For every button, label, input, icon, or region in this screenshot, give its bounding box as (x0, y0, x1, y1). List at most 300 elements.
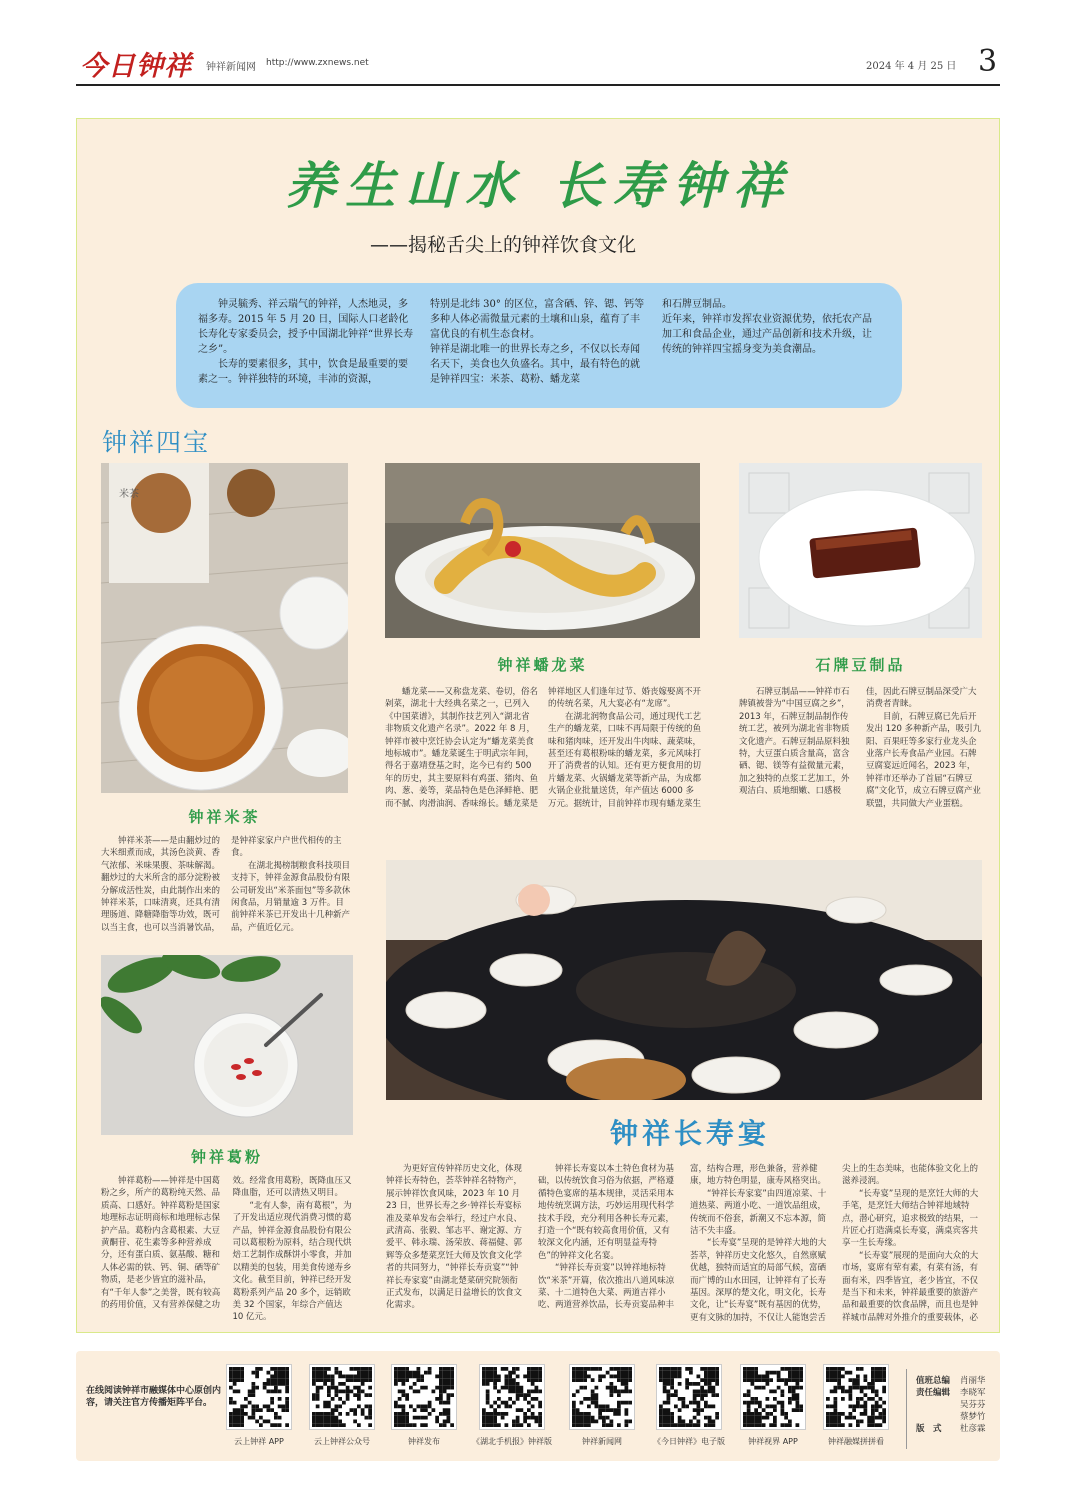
qr-module (849, 1412, 853, 1416)
qr-module (621, 1401, 625, 1405)
qr-module (508, 1390, 512, 1394)
qr-module (595, 1420, 599, 1424)
qr-module (682, 1397, 686, 1401)
qr-module (852, 1382, 856, 1386)
qr-module (527, 1390, 531, 1394)
qr-module (715, 1367, 719, 1371)
qr-module (327, 1405, 331, 1409)
ge-fen-text (101, 1175, 354, 1325)
qr-module (357, 1375, 361, 1379)
qr-module (693, 1416, 697, 1420)
qr-module (402, 1367, 406, 1371)
qr-module (240, 1371, 244, 1375)
qr-module (572, 1420, 576, 1424)
qr-module (368, 1412, 372, 1416)
footer-note: 在线阅读钟祥市融媒体中心原创内容，请关注官方传播矩阵平台。 (86, 1386, 222, 1408)
qr-module (754, 1420, 758, 1424)
qr-module (405, 1375, 409, 1379)
qr-module (493, 1367, 497, 1371)
qr-module (240, 1378, 244, 1382)
qr-module (278, 1405, 282, 1409)
qr-module (766, 1371, 770, 1375)
qr-module (591, 1420, 595, 1424)
qr-module (841, 1423, 845, 1427)
qr-module (682, 1401, 686, 1405)
qr-module (417, 1390, 421, 1394)
qr-module (845, 1416, 849, 1420)
qr-module (405, 1371, 409, 1375)
qr-module (285, 1378, 289, 1382)
qr-module (580, 1420, 584, 1424)
qr-module (663, 1382, 667, 1386)
qr-module (237, 1423, 241, 1427)
qr-module (580, 1378, 584, 1382)
shi-pai-illustration (739, 463, 982, 638)
qr-module (450, 1375, 454, 1379)
qr-module (777, 1375, 781, 1379)
qr-module (357, 1393, 361, 1397)
qr-module (781, 1393, 785, 1397)
qr-module (576, 1375, 580, 1379)
qr-module (402, 1412, 406, 1416)
qr-module (229, 1367, 233, 1371)
qr-module (394, 1412, 398, 1416)
qr-module (482, 1423, 486, 1427)
qr-module (747, 1375, 751, 1379)
qr-module (285, 1405, 289, 1409)
qr-module (674, 1393, 678, 1397)
qr-module (663, 1367, 667, 1371)
qr-module (417, 1375, 421, 1379)
qr-module (758, 1416, 762, 1420)
qr-module (263, 1382, 267, 1386)
qr-module (743, 1367, 747, 1371)
qr-module (667, 1390, 671, 1394)
qr-module (361, 1378, 365, 1382)
qr-module (409, 1375, 413, 1379)
qr-module (621, 1378, 625, 1382)
qr-module (860, 1390, 864, 1394)
qr-module (285, 1382, 289, 1386)
intro-box (176, 283, 902, 408)
qr-module (700, 1378, 704, 1382)
qr-module (704, 1401, 708, 1405)
qr-module (860, 1405, 864, 1409)
qr-module (335, 1408, 339, 1412)
qr-module (659, 1367, 663, 1371)
qr-module (342, 1382, 346, 1386)
qr-module (610, 1390, 614, 1394)
qr-module (263, 1386, 267, 1390)
qr-module (240, 1375, 244, 1379)
qr-module (769, 1405, 773, 1409)
qr-module (849, 1371, 853, 1375)
qr-module (871, 1371, 875, 1375)
qr-module (285, 1401, 289, 1405)
qr-module (670, 1382, 674, 1386)
qr-module (667, 1412, 671, 1416)
qr-module (368, 1367, 372, 1371)
qr-module (712, 1378, 716, 1382)
qr-module (580, 1371, 584, 1375)
qr-module (357, 1367, 361, 1371)
qr-module (285, 1371, 289, 1375)
qr-module (424, 1423, 428, 1427)
qr-module (353, 1408, 357, 1412)
qr-module (625, 1386, 629, 1390)
qr-module (871, 1375, 875, 1379)
qr-module (576, 1378, 580, 1382)
qr-module (516, 1382, 520, 1386)
qr-module (689, 1401, 693, 1405)
qr-module (316, 1420, 320, 1424)
qr-module (591, 1367, 595, 1371)
qr-module (486, 1393, 490, 1397)
qr-module (871, 1397, 875, 1401)
qr-module (493, 1386, 497, 1390)
qr-module (834, 1416, 838, 1420)
qr-module (312, 1423, 316, 1427)
qr-module (316, 1423, 320, 1427)
qr-module (572, 1401, 576, 1405)
qr-module (678, 1416, 682, 1420)
qr-module (882, 1412, 886, 1416)
qr-module (523, 1397, 527, 1401)
qr-module (365, 1371, 369, 1375)
qr-module (667, 1401, 671, 1405)
qr-module (237, 1412, 241, 1416)
qr-module (678, 1397, 682, 1401)
qr-module (704, 1405, 708, 1409)
qr-module (663, 1420, 667, 1424)
qr-module (602, 1375, 606, 1379)
qr-module (316, 1378, 320, 1382)
qr-module (424, 1386, 428, 1390)
qr-module (617, 1423, 621, 1427)
staff-name: 吴芬芬 (960, 1400, 986, 1410)
qr-module (435, 1420, 439, 1424)
qr-module (867, 1420, 871, 1424)
qr-module (512, 1420, 516, 1424)
qr-module (285, 1397, 289, 1401)
qr-module (267, 1378, 271, 1382)
qr-module (237, 1420, 241, 1424)
intro-paragraph: 长寿的要素很多，其中，饮食是最重要的要素之一。钟祥独特的环境，丰沛的资源， (198, 359, 408, 385)
qr-module (667, 1378, 671, 1382)
qr-module (788, 1401, 792, 1405)
qr-module (394, 1382, 398, 1386)
qr-module (342, 1375, 346, 1379)
qr-module (240, 1423, 244, 1427)
qr-module (708, 1371, 712, 1375)
qr-module (237, 1367, 241, 1371)
qr-module (879, 1378, 883, 1382)
qr-module (773, 1390, 777, 1394)
qr-module (882, 1416, 886, 1420)
qr-module (233, 1423, 237, 1427)
qr-module (413, 1408, 417, 1412)
qr-module (621, 1367, 625, 1371)
qr-module (398, 1420, 402, 1424)
qr-module (693, 1401, 697, 1405)
qr-module (678, 1408, 682, 1412)
qr-module (278, 1382, 282, 1386)
qr-module (837, 1371, 841, 1375)
shi-pai-caption: 石牌豆制品 (815, 656, 906, 674)
qr-module (398, 1405, 402, 1409)
qr-module (443, 1386, 447, 1390)
staff-row (916, 1399, 1000, 1411)
qr-module (368, 1416, 372, 1420)
qr-module (493, 1416, 497, 1420)
qr-module (237, 1375, 241, 1379)
banquet-paragraph: “钟祥长寿家宴”由四道凉菜、十道热菜、两道小吃、一道饮品组成，传统而不俗套，新潮又不忘本源，简洁不失丰盛。 (690, 1188, 827, 1237)
qr-module (270, 1397, 274, 1401)
qr-module (712, 1405, 716, 1409)
qr-module (450, 1386, 454, 1390)
qr-module (482, 1378, 486, 1382)
qr-code[interactable] (569, 1364, 635, 1430)
pan-long-photo (385, 463, 700, 638)
qr-module (357, 1386, 361, 1390)
qr-module (875, 1390, 879, 1394)
qr-module (278, 1416, 282, 1420)
qr-module (595, 1401, 599, 1405)
qr-module (758, 1401, 762, 1405)
qr-code[interactable] (740, 1364, 806, 1430)
qr-module (338, 1371, 342, 1375)
qr-module (762, 1375, 766, 1379)
qr-module (512, 1390, 516, 1394)
qr-module (678, 1371, 682, 1375)
qr-module (361, 1412, 365, 1416)
qr-module (708, 1378, 712, 1382)
qr-code[interactable] (226, 1364, 292, 1430)
qr-module (346, 1386, 350, 1390)
staff-role: 责任编辑 (916, 1388, 951, 1398)
qr-module (331, 1375, 335, 1379)
qr-module (505, 1401, 509, 1405)
qr-module (754, 1416, 758, 1420)
qr-module (674, 1423, 678, 1427)
qr-module (587, 1412, 591, 1416)
qr-label: 钟祥新闻网 (582, 1437, 622, 1446)
qr-module (229, 1375, 233, 1379)
qr-module (244, 1412, 248, 1416)
qr-module (747, 1416, 751, 1420)
qr-module (860, 1367, 864, 1371)
qr-module (282, 1405, 286, 1409)
qr-module (576, 1390, 580, 1394)
qr-module (826, 1416, 830, 1420)
qr-module (361, 1382, 365, 1386)
qr-module (576, 1367, 580, 1371)
qr-module (871, 1367, 875, 1371)
qr-module (781, 1412, 785, 1416)
qr-module (879, 1423, 883, 1427)
qr-module (743, 1401, 747, 1405)
qr-module (417, 1405, 421, 1409)
qr-module (773, 1420, 777, 1424)
qr-module (747, 1401, 751, 1405)
qr-module (871, 1408, 875, 1412)
qr-module (447, 1412, 451, 1416)
qr-module (424, 1416, 428, 1420)
qr-module (697, 1401, 701, 1405)
intro-paragraph: 钟灵毓秀、祥云瑞气的钟祥，人杰地灵，多福多寿。2015 年 5 月 20 日，国际人口老龄化长寿化专家委员会，授予中国湖北钟祥“世界长寿之乡”。 (198, 299, 414, 355)
qr-module (830, 1390, 834, 1394)
qr-module (535, 1378, 539, 1382)
qr-module (323, 1423, 327, 1427)
qr-module (229, 1401, 233, 1405)
qr-module (316, 1416, 320, 1420)
qr-module (583, 1420, 587, 1424)
qr-module (610, 1408, 614, 1412)
qr-module (335, 1371, 339, 1375)
qr-module (237, 1416, 241, 1420)
qr-pattern (824, 1365, 888, 1429)
qr-module (320, 1375, 324, 1379)
qr-module (233, 1371, 237, 1375)
qr-module (270, 1423, 274, 1427)
qr-module (781, 1367, 785, 1371)
qr-module (613, 1375, 617, 1379)
qr-module (405, 1423, 409, 1427)
qr-module (712, 1371, 716, 1375)
qr-module (327, 1416, 331, 1420)
qr-module (237, 1371, 241, 1375)
qr-module (538, 1371, 542, 1375)
qr-code[interactable] (391, 1364, 457, 1430)
qr-module (758, 1423, 762, 1427)
qr-module (617, 1393, 621, 1397)
qr-code[interactable] (309, 1364, 375, 1430)
qr-module (368, 1386, 372, 1390)
qr-code[interactable] (656, 1364, 722, 1430)
qr-module (708, 1382, 712, 1386)
qr-module (508, 1375, 512, 1379)
qr-module (693, 1390, 697, 1394)
qr-module (316, 1371, 320, 1375)
qr-module (747, 1412, 751, 1416)
qr-module (270, 1378, 274, 1382)
qr-module (670, 1375, 674, 1379)
qr-module (312, 1378, 316, 1382)
qr-module (834, 1412, 838, 1416)
staff-row (916, 1375, 1000, 1387)
qr-module (346, 1397, 350, 1401)
qr-module (667, 1416, 671, 1420)
qr-module (595, 1405, 599, 1409)
qr-module (229, 1412, 233, 1416)
qr-module (781, 1390, 785, 1394)
qr-module (670, 1386, 674, 1390)
qr-module (424, 1371, 428, 1375)
qr-module (320, 1416, 324, 1420)
qr-module (602, 1416, 606, 1420)
qr-module (490, 1405, 494, 1409)
qr-module (331, 1386, 335, 1390)
qr-module (439, 1393, 443, 1397)
qr-module (520, 1386, 524, 1390)
qr-module (663, 1386, 667, 1390)
qr-module (792, 1397, 796, 1401)
qr-module (516, 1393, 520, 1397)
qr-module (849, 1390, 853, 1394)
qr-module (674, 1405, 678, 1409)
qr-module (625, 1371, 629, 1375)
qr-module (331, 1412, 335, 1416)
qr-module (331, 1423, 335, 1427)
qr-module (747, 1405, 751, 1409)
qr-module (346, 1412, 350, 1416)
qr-module (255, 1386, 259, 1390)
qr-module (320, 1371, 324, 1375)
qr-module (490, 1378, 494, 1382)
qr-module (708, 1375, 712, 1379)
qr-module (659, 1405, 663, 1409)
qr-module (882, 1401, 886, 1405)
qr-module (244, 1397, 248, 1401)
qr-module (796, 1423, 800, 1427)
qr-module (508, 1405, 512, 1409)
qr-module (670, 1423, 674, 1427)
qr-module (353, 1375, 357, 1379)
qr-module (493, 1371, 497, 1375)
qr-module (516, 1367, 520, 1371)
qr-module (610, 1386, 614, 1390)
qr-module (447, 1386, 451, 1390)
qr-module (527, 1375, 531, 1379)
qr-code[interactable] (823, 1364, 889, 1430)
qr-module (613, 1412, 617, 1416)
qr-module (849, 1386, 853, 1390)
qr-module (747, 1423, 751, 1427)
qr-module (871, 1416, 875, 1420)
qr-code[interactable] (479, 1364, 545, 1430)
qr-module (751, 1416, 755, 1420)
qr-module (267, 1382, 271, 1386)
ge-fen-photo (101, 955, 353, 1135)
qr-module (252, 1393, 256, 1397)
qr-module (535, 1416, 539, 1420)
qr-module (754, 1401, 758, 1405)
qr-module (689, 1382, 693, 1386)
qr-module (267, 1371, 271, 1375)
qr-module (788, 1397, 792, 1401)
qr-module (346, 1378, 350, 1382)
qr-module (834, 1405, 838, 1409)
qr-module (535, 1371, 539, 1375)
qr-module (667, 1393, 671, 1397)
qr-module (402, 1371, 406, 1375)
qr-module (708, 1416, 712, 1420)
qr-label: 钟祥融媒拼拼看 (828, 1437, 884, 1446)
qr-module (255, 1367, 259, 1371)
qr-module (424, 1405, 428, 1409)
qr-module (792, 1371, 796, 1375)
ge-fen-paragraph: “北有人参，南有葛根”，为了开发出适应现代消费习惯的葛产品，钟祥金源食品股份有限公司以葛根粉为原料，结合现代烘焙工艺制作成酥饼小零食，并加以精美的包装，用美食传递寿乡文化。截至目前，钟祥已经开发葛粉系列产品 20 多个，远销欧美 32 个国家，年综合产值达 10 亿元。 (232, 1200, 352, 1323)
qr-module (285, 1386, 289, 1390)
page-number: 3 (978, 44, 998, 79)
qr-module (237, 1378, 241, 1382)
qr-module (747, 1367, 751, 1371)
qr-module (443, 1423, 447, 1427)
site-url[interactable]: http://www.zxnews.net (266, 58, 369, 68)
site-name: 钟祥新闻网 (206, 62, 256, 73)
qr-module (712, 1375, 716, 1379)
qr-module (837, 1416, 841, 1420)
